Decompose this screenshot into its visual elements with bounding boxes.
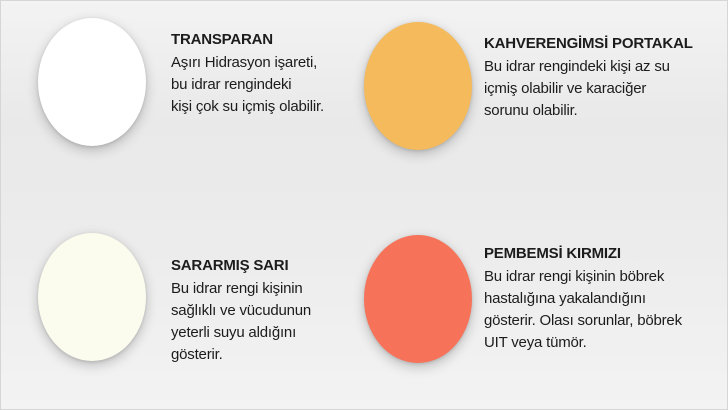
color-card-transparan: [0, 0, 364, 205]
card-title: TRANSPARAN: [171, 31, 273, 48]
card-description: [484, 266, 720, 354]
color-swatch-pembemsi-kirmizi: [364, 235, 472, 363]
color-swatch-transparan: [38, 18, 146, 146]
color-card-sararmis-sari: [0, 205, 364, 410]
color-swatch-kahverengimsi-portakal: [364, 22, 472, 150]
description-line: hastalığına yakalandığını: [484, 290, 646, 307]
color-swatch-sararmis-sari: [38, 233, 146, 361]
color-card-pembemsi-kirmizi: [364, 205, 728, 410]
card-description: [484, 56, 720, 122]
card-title: PEMBEMSİ KIRMIZI: [484, 245, 621, 262]
description-line: bu idrar rengindeki: [171, 76, 292, 93]
card-title: KAHVERENGİMSİ PORTAKAL: [484, 35, 693, 52]
description-line: kişi çok su içmiş olabilir.: [171, 98, 324, 115]
description-line: Aşırı Hidrasyon işareti,: [171, 54, 318, 71]
description-line: Bu idrar rengindeki kişi az su: [484, 58, 670, 75]
color-card-kahverengimsi-portakal: [364, 0, 728, 205]
card-description: [171, 52, 361, 118]
card-text: [484, 244, 720, 354]
description-line: Bu idrar rengi kişinin böbrek: [484, 268, 665, 285]
description-line: gösterir. Olası sorunlar, böbrek: [484, 312, 682, 329]
card-text: [171, 256, 361, 366]
description-line: sorunu olabilir.: [484, 102, 578, 119]
description-line: yeterli suyu aldığını: [171, 324, 297, 341]
description-line: içmiş olabilir ve karaciğer: [484, 80, 647, 97]
card-description: [171, 278, 361, 366]
card-text: [171, 30, 361, 118]
description-line: Bu idrar rengi kişinin: [171, 280, 303, 297]
card-title: SARARMIŞ SARI: [171, 257, 289, 274]
card-text: [484, 34, 720, 122]
description-line: sağlıklı ve vücudunun: [171, 302, 312, 319]
description-line: gösterir.: [171, 346, 223, 363]
description-line: UIT veya tümör.: [484, 334, 587, 351]
